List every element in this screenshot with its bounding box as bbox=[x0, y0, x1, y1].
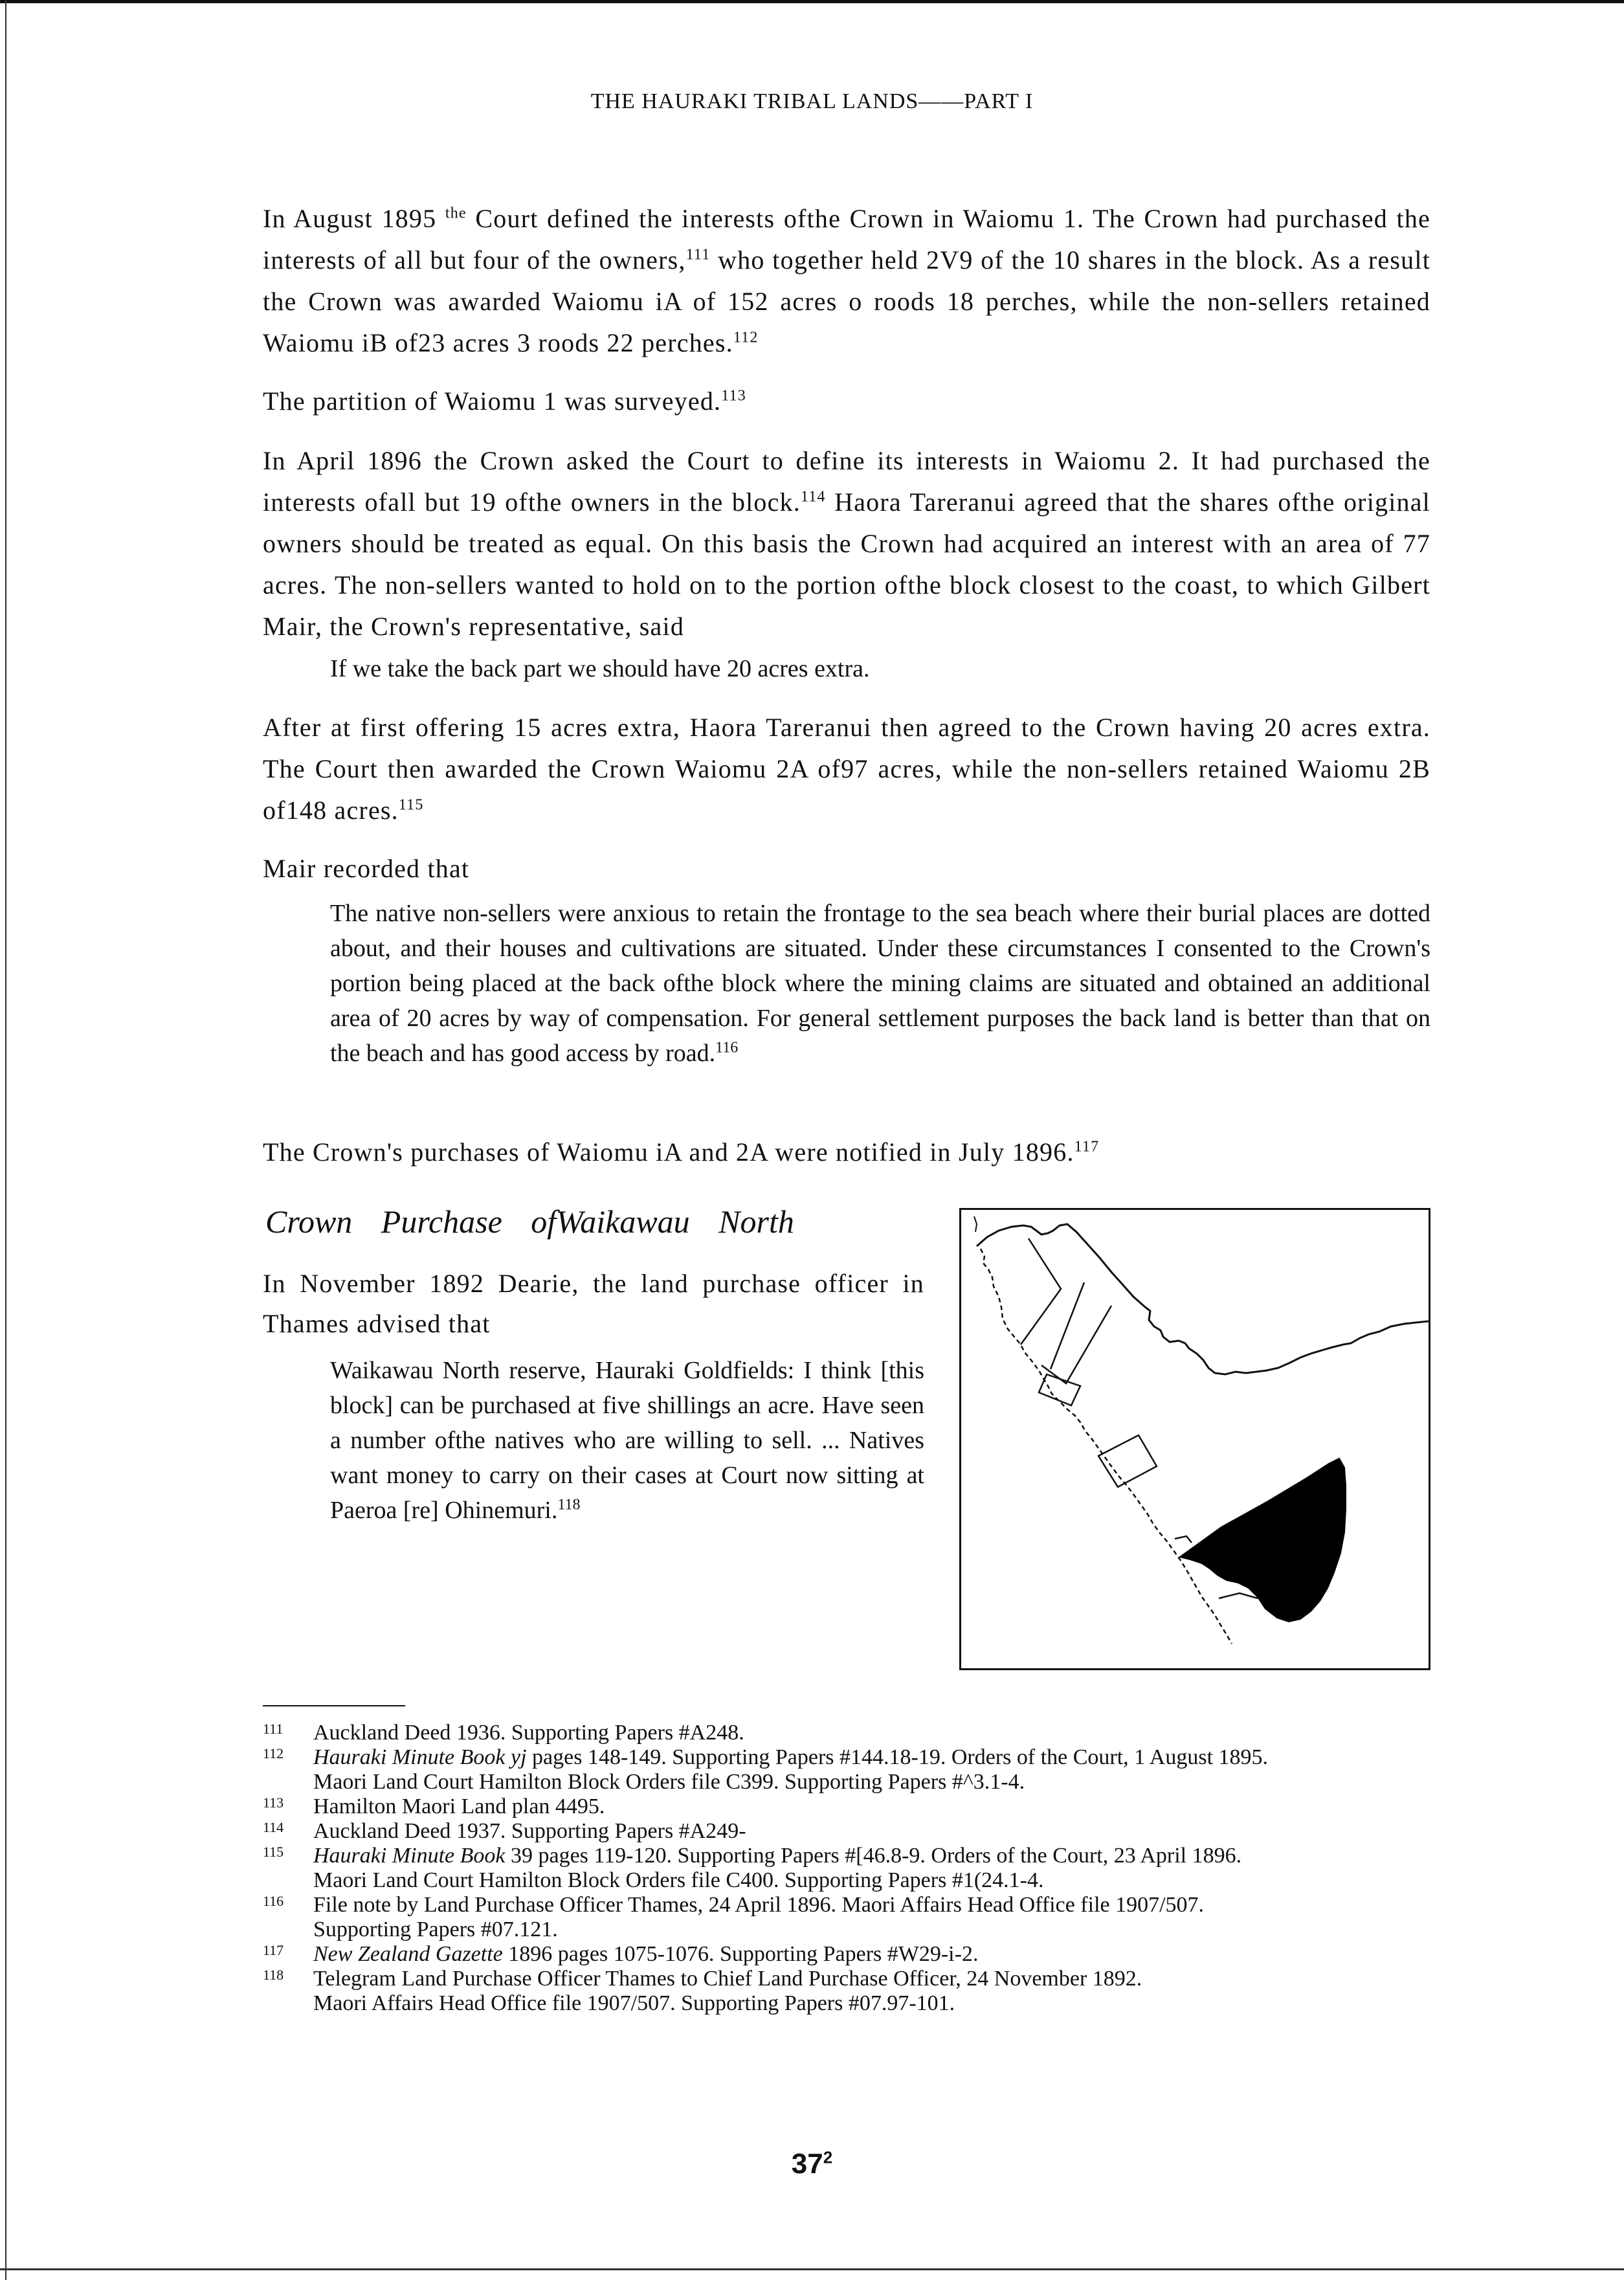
footnote-116: 116 File note by Land Purchase Officer Thames, 24 April 1896. Maori Affairs Head Office file 1907/507. Supporting Papers #07.121. bbox=[263, 1893, 1205, 1941]
waikawau-block-map bbox=[959, 1208, 1430, 1670]
footnote-ref: 114 bbox=[800, 488, 826, 506]
footnote-118: 118 Telegram Land Purchase Officer Thames to Chief Land Purchase Officer, 24 November 1892. Maori Affairs Head Office file 1907/507. Supporting Papers #07.97-101. bbox=[263, 1967, 1142, 2015]
running-header: THE HAURAKI TRIBAL LANDS——PART I bbox=[590, 89, 1034, 113]
footnote-115: 115 Hauraki Minute Book 39 pages 119-120. Supporting Papers #[46.8-9. Orders of the Court, 23 April 1896. Maori Land Court Hamilton Block Orders file C400. Supporting Papers #1(24.1-4. bbox=[263, 1844, 1242, 1892]
block-quote-waikawau: Waikawau North reserve, Hauraki Goldfields: I think [this block] can be purchased at five shillings an acre. Have seen a number ofthe natives who are willing to sell. ... Natives want money to carry on their cases at Court now sitting at Paeroa [re] Ohinemuri.$^{118}$ bbox=[330, 1357, 924, 1524]
footnote-ref: 111 bbox=[685, 246, 711, 263]
page-left-border bbox=[5, 0, 6, 2280]
paragraph-dearie-advice: In November 1892 Dearie, the land purchase officer in Thames advised that bbox=[263, 1269, 924, 1338]
paragraph-waiomu-1: In August 1895 $^{the}$ Court defined the interests ofthe Crown in Waiomu 1. The Crown had purchased the interests of all but four of the owners,$^{111}$ who together held 2V9 of the 10 shares in the block. As a result the Crown was awarded Waiomu iA of 152 acres o roods 18 perches, while the non-sellers retained Waiomu iB of23 acres 3 roods 22 perches.$^{112}$ bbox=[263, 204, 1431, 357]
page-top-border bbox=[0, 0, 1624, 3]
footnote-ref: 116 bbox=[715, 1039, 739, 1056]
footnote-113: 113 Hamilton Maori Land plan 4495. bbox=[263, 1794, 605, 1818]
footnotes bbox=[263, 1721, 1467, 2016]
footnote-ref: 112 bbox=[733, 329, 759, 346]
block-quote-mair: The native non-sellers were anxious to retain the frontage to the sea beach where their burial places are dotted about, and their houses and cultivations are situated. Under these circumstances I consented to the Crown's portion being placed at the back ofthe block where the mining claims are situated and obtained an additional area of 20 acres by way of compensation. For general settlement purposes the back land is better than that on the beach and has good access by road.$^{116}$ bbox=[330, 900, 1430, 1067]
footnote-ref: 113 bbox=[721, 387, 746, 405]
paragraph-mair-recorded: Mair recorded that bbox=[263, 854, 470, 883]
page-number: $37^2$ bbox=[791, 2147, 833, 2180]
footnote-117: 117 New Zealand Gazette 1896 pages 1075-1076. Supporting Papers #W29-i-2. bbox=[263, 1942, 979, 1966]
footnote-114: 114 Auckland Deed 1937. Supporting Papers #A249- bbox=[263, 1819, 746, 1843]
footnote-112: 112 Hauraki Minute Book yj pages 148-149. Supporting Papers #144.18-19. Orders of the Court, 1 August 1895. Maori Land Court Hamilton Block Orders file C399. Supporting Papers #^3.1-4. bbox=[263, 1745, 1269, 1794]
paragraph-gazette-notice: The Crown's purchases of Waiomu iA and 2A were notified in July 1896.$^{117}$ bbox=[263, 1137, 1100, 1167]
paragraph-waiomu-2: In April 1896 the Crown asked the Court to define its interests in Waiomu 2. It had purchased the interests ofall but 19 ofthe owners in the block.$^{114}$ Haora Tareranui agreed that the shares ofthe original owners should be treated as equal. On this basis the Crown had acquired an interest with an area of 77 acres. The non-sellers wanted to hold on to the portion ofthe block closest to the coast, to which Gilbert Mair, the Crown's representative, said bbox=[263, 446, 1430, 641]
paragraph-partition-survey: The partition of Waiomu 1 was surveyed.$^{113}$ bbox=[263, 386, 746, 416]
footnote-111: 111 Auckland Deed 1936. Supporting Papers #A248. bbox=[263, 1721, 744, 1745]
footnote-ref: 115 bbox=[398, 796, 424, 814]
footnote-ref: 118 bbox=[557, 1496, 581, 1514]
section-heading: Crown Purchase ofWaikawau North bbox=[265, 1203, 794, 1240]
page-bottom-border bbox=[0, 2268, 1624, 2270]
footnote-ref: 117 bbox=[1074, 1138, 1100, 1156]
paragraph-court-award: After at first offering 15 acres extra, Haora Tareranui then agreed to the Crown having 20 acres extra. The Court then awarded the Crown Waiomu 2A of97 acres, while the non-sellers retained Waiomu 2B of148 acres.$^{115}$ bbox=[263, 713, 1430, 825]
block-quote-back-part: If we take the back part we should have 20 acres extra. bbox=[330, 655, 870, 682]
footnote-rule bbox=[263, 1705, 405, 1706]
map-drawing bbox=[961, 1210, 1429, 1668]
